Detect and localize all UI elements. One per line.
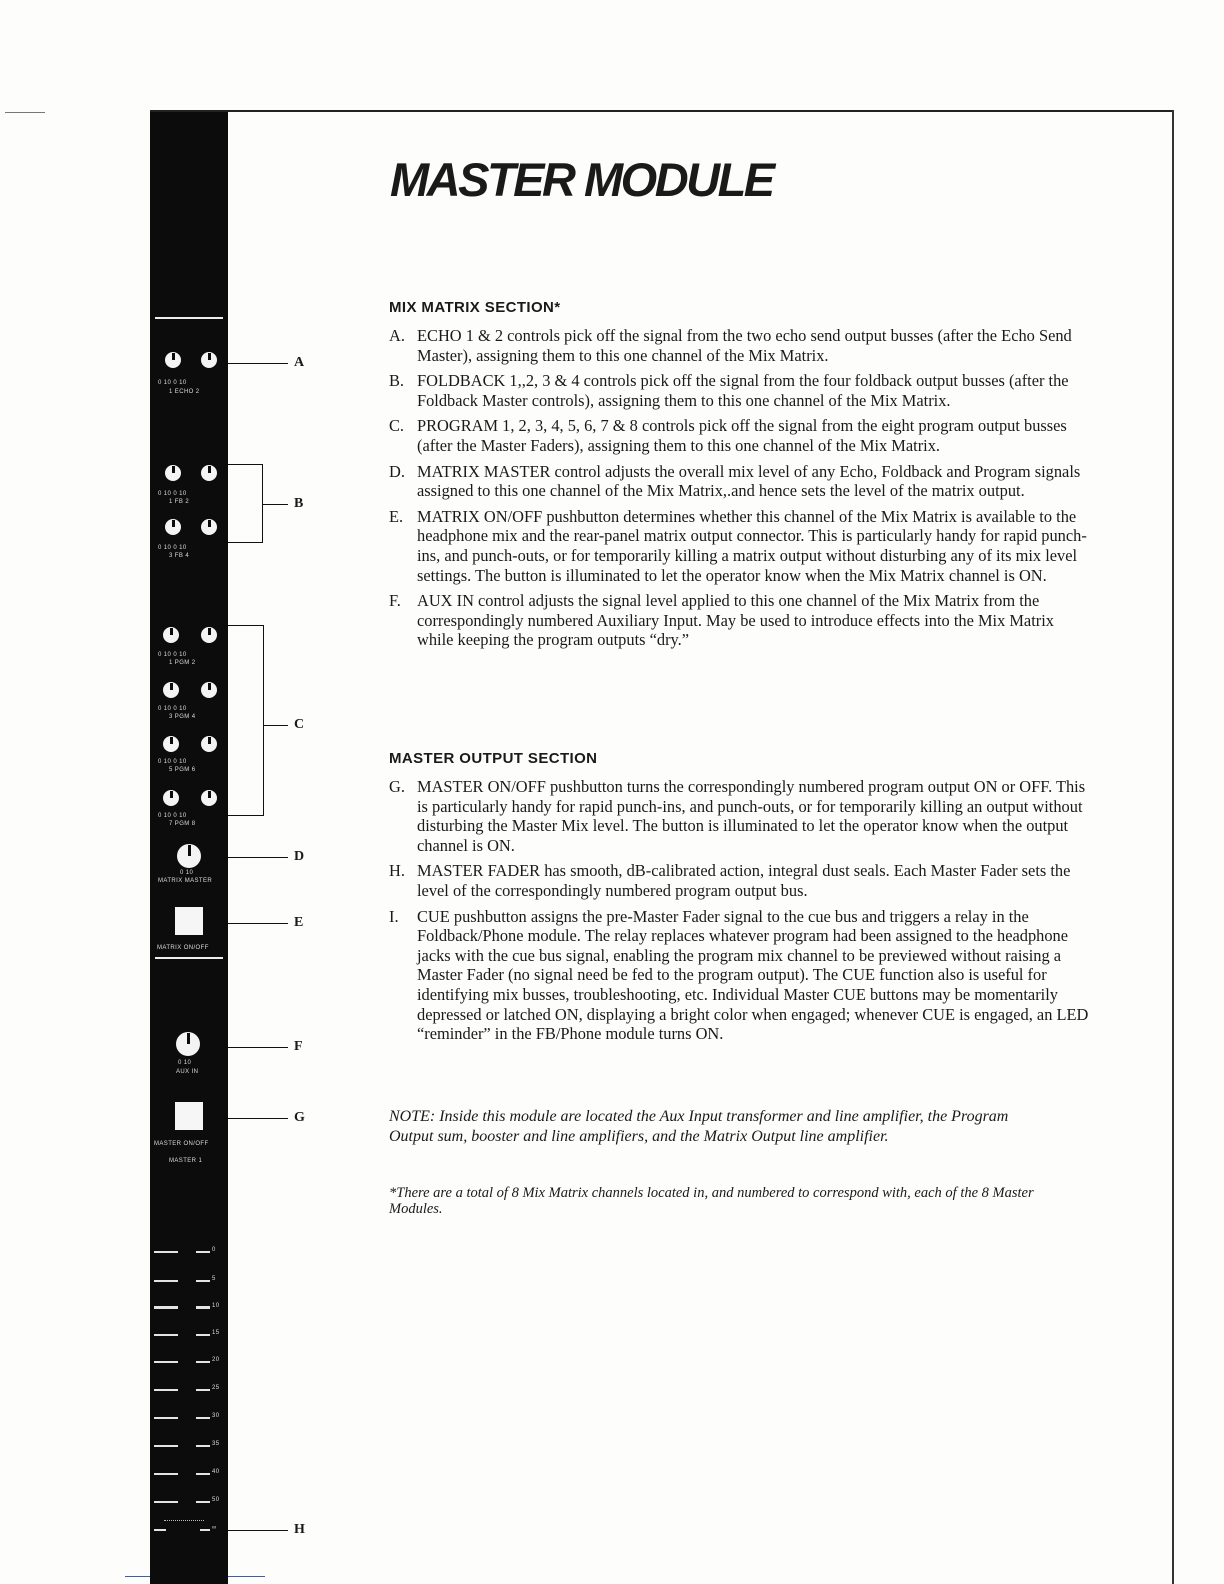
fader-tick xyxy=(154,1251,178,1253)
callout-c-bracket xyxy=(228,625,263,626)
footnote: *There are a total of 8 Mix Matrix channels located in, and numbered to correspond with, each of the 8 Master Modules. xyxy=(389,1185,1034,1217)
pgm-7-knob[interactable] xyxy=(163,790,179,806)
fb-4-knob[interactable] xyxy=(201,519,217,535)
fb-1-knob[interactable] xyxy=(165,465,181,481)
matrix-onoff-label: MATRIX ON/OFF xyxy=(157,945,209,951)
item-text: CUE pushbutton assigns the pre-Master Fader signal to the cue bus and triggers a relay in the Foldback/Phone module. The relay replaces whatever program had been assigned to the headphone jacks with the cue bus signal, enabling the program mix channel to be previewed without raising a Master Fader (no signal need be fed to the program output). The CUE function also is useful for identifying mix busses, troubleshooting, etc. Individual Master CUE buttons may be momentarily depressed or latched ON, displaying a bright color when engaged; whenever CUE is engaged, an LED “reminder” in the FB/Phone module turns ON. xyxy=(417,906,1089,1044)
callout-d-line xyxy=(228,857,288,858)
callout-h: H xyxy=(294,1522,305,1537)
mix-matrix-list xyxy=(389,326,1089,656)
callout-g-line xyxy=(228,1118,288,1119)
fb-2-knob[interactable] xyxy=(201,465,217,481)
master-output-list xyxy=(389,777,1089,1050)
item-text: AUX IN control adjusts the signal level applied to this one channel of the Mix Matrix from the correspondingly numbered Auxiliary Input. May be used to introduce effects into the Mix Matrix while keeping the program outputs “dry.” xyxy=(417,591,1054,650)
callout-e-line xyxy=(228,923,288,924)
callout-a: A xyxy=(294,355,305,370)
top-divider xyxy=(155,317,223,319)
fader-mark: 20 xyxy=(212,1357,220,1363)
item-text: FOLDBACK 1,,2, 3 & 4 controls pick off the signal from the four foldback output busses (after the Foldback Master controls), assigning them to this one channel of the Mix Matrix. xyxy=(417,371,1069,410)
aux-in-label: AUX IN xyxy=(176,1069,199,1075)
echo-1-knob[interactable] xyxy=(165,352,181,368)
fader-tick xyxy=(196,1306,210,1309)
matrix-master-knob[interactable] xyxy=(177,844,201,868)
callout-c-line xyxy=(263,725,288,726)
item-letter: F. xyxy=(389,591,401,611)
echo-label: 1 ECHO 2 xyxy=(169,389,200,395)
list-item xyxy=(389,462,1089,501)
right-rule xyxy=(1172,110,1174,1584)
fader-tick xyxy=(196,1251,210,1253)
pgm-5-6-label: 5 PGM 6 xyxy=(169,767,196,773)
fader-mark: 40 xyxy=(212,1469,220,1475)
fader-tick xyxy=(196,1280,210,1282)
item-letter: E. xyxy=(389,506,404,526)
fb-1-2-label: 1 FB 2 xyxy=(169,499,190,505)
callout-g: G xyxy=(294,1110,305,1125)
fader-mark: 10 xyxy=(212,1303,220,1309)
pgm-5-6-scale: 0 10 0 10 xyxy=(158,759,187,765)
fader-tick xyxy=(196,1389,210,1391)
fader-mark: 5 xyxy=(212,1276,216,1282)
echo-scale: 0 10 0 10 xyxy=(158,380,187,386)
pgm-1-2-scale: 0 10 0 10 xyxy=(158,652,187,658)
matrix-onoff-button[interactable] xyxy=(175,907,203,935)
fader-tick xyxy=(200,1529,210,1531)
list-item xyxy=(389,371,1089,410)
callout-c-bracket xyxy=(228,815,263,816)
item-letter: H. xyxy=(389,861,405,881)
item-letter: A. xyxy=(389,326,405,345)
item-text: PROGRAM 1, 2, 3, 4, 5, 6, 7 & 8 controls pick off the signal from the eight program output busses (after the Master Faders), assigning them to this one channel of the Mix Matrix. xyxy=(417,416,1067,455)
fader-mark: 30 xyxy=(212,1413,220,1419)
edge-mark xyxy=(5,112,45,113)
fader-tick xyxy=(154,1389,178,1391)
fader-mark: 15 xyxy=(212,1330,220,1336)
master-module-strip xyxy=(150,112,228,1584)
callout-d: D xyxy=(294,849,305,864)
pgm-7-8-label: 7 PGM 8 xyxy=(169,821,196,827)
callout-e: E xyxy=(294,915,304,930)
list-item xyxy=(389,777,1089,855)
fb-3-knob[interactable] xyxy=(165,519,181,535)
list-item xyxy=(389,861,1089,900)
fb-3-4-label: 3 FB 4 xyxy=(169,553,190,559)
fader-mark: 25 xyxy=(212,1385,220,1391)
fader-tick xyxy=(154,1280,178,1282)
pgm-3-4-scale: 0 10 0 10 xyxy=(158,706,187,712)
fader-tick xyxy=(154,1361,178,1363)
callout-c: C xyxy=(294,717,305,732)
fader-tick xyxy=(196,1417,210,1419)
fader-tick xyxy=(154,1417,178,1419)
list-item xyxy=(389,326,1089,365)
fader-mark: 0 xyxy=(212,1247,216,1253)
fader-mark: 50 xyxy=(212,1497,220,1503)
pgm-3-knob[interactable] xyxy=(163,682,179,698)
callout-b-bracket xyxy=(228,464,262,465)
page-title: MASTER MODULE xyxy=(390,153,773,206)
fader-tick xyxy=(154,1501,178,1503)
fader-mark: ∞ xyxy=(212,1525,217,1531)
pgm-6-knob[interactable] xyxy=(201,736,217,752)
matrix-master-label: MATRIX MASTER xyxy=(158,878,213,884)
list-item xyxy=(389,907,1089,1044)
fader-tick xyxy=(196,1334,210,1336)
pgm-1-2-label: 1 PGM 2 xyxy=(169,660,196,666)
item-letter: D. xyxy=(389,461,405,481)
fader-tick xyxy=(154,1529,166,1531)
section-heading: MASTER OUTPUT SECTION xyxy=(389,750,598,767)
master-number-label: MASTER 1 xyxy=(169,1158,203,1164)
fader-slot[interactable] xyxy=(164,1520,204,1522)
pgm-7-8-scale: 0 10 0 10 xyxy=(158,813,187,819)
aux-in-scale: 0 10 xyxy=(178,1060,192,1066)
pgm-3-4-label: 3 PGM 4 xyxy=(169,714,196,720)
callout-c-bracket xyxy=(263,625,264,816)
item-text: ECHO 1 & 2 controls pick off the signal from the two echo send output busses (after the Echo Send Master), assigning them to this one channel of the Mix Matrix. xyxy=(417,326,1072,365)
fader-tick xyxy=(196,1501,210,1503)
item-letter: G. xyxy=(389,777,405,796)
list-item xyxy=(389,416,1089,455)
item-text: MATRIX MASTER control adjusts the overall mix level of any Echo, Foldback and Program signals assigned to this one channel of the Mix Matrix,.and hence sets the level of the matrix output. xyxy=(417,461,1081,501)
echo-2-knob[interactable] xyxy=(201,352,217,368)
pgm-1-knob[interactable] xyxy=(163,627,179,643)
item-letter: I. xyxy=(389,906,399,926)
callout-f-line xyxy=(228,1047,288,1048)
list-item xyxy=(389,591,1089,650)
matrix-divider xyxy=(155,957,223,959)
callout-b: B xyxy=(294,496,304,511)
module-note: NOTE: Inside this module are located the Aux Input transformer and line amplifier, the Program Output sum, booster and line amplifiers, and the Matrix Output line amplifier. xyxy=(389,1108,1009,1145)
master-onoff-button[interactable] xyxy=(175,1102,203,1130)
item-text: MASTER FADER has smooth, dB-calibrated action, integral dust seals. Each Master Fader sets the level of the correspondingly numbered program output bus. xyxy=(417,861,1071,900)
item-text: MATRIX ON/OFF pushbutton determines whether this channel of the Mix Matrix is available to the headphone mix and the rear-panel matrix output connector. This is particularly handy for rapid punch-ins, and punch-outs, or for temporarily killing a matrix output without disturbing any of its mix level settings. The button is illuminated to let the operator know when the Mix Matrix channel is ON. xyxy=(417,506,1087,585)
fader-tick xyxy=(196,1473,210,1475)
pgm-8-knob[interactable] xyxy=(201,790,217,806)
fader-tick xyxy=(196,1361,210,1363)
callout-f: F xyxy=(294,1039,303,1054)
item-letter: C. xyxy=(389,416,405,436)
list-item xyxy=(389,507,1089,585)
callout-h-line xyxy=(228,1530,288,1531)
fader-tick xyxy=(154,1306,178,1309)
fb-3-4-scale: 0 10 0 10 xyxy=(158,545,187,551)
callout-a-line xyxy=(228,363,288,364)
fader-tick xyxy=(154,1473,178,1475)
pgm-2-knob[interactable] xyxy=(201,627,217,643)
master-onoff-label: MASTER ON/OFF xyxy=(154,1141,209,1147)
fader-tick xyxy=(154,1334,178,1336)
callout-b-bracket xyxy=(228,542,262,543)
aux-in-knob[interactable] xyxy=(176,1032,200,1056)
pgm-4-knob[interactable] xyxy=(201,682,217,698)
section-heading: MIX MATRIX SECTION* xyxy=(389,299,561,316)
top-rule xyxy=(150,110,1172,112)
fader-tick xyxy=(196,1445,210,1447)
item-letter: B. xyxy=(389,371,405,391)
fader-tick xyxy=(154,1445,178,1447)
pgm-5-knob[interactable] xyxy=(163,736,179,752)
fb-1-2-scale: 0 10 0 10 xyxy=(158,491,187,497)
fader-mark: 35 xyxy=(212,1441,220,1447)
matrix-master-scale: 0 10 xyxy=(180,870,194,876)
item-text: MASTER ON/OFF pushbutton turns the correspondingly numbered program output ON or OFF. This is particularly handy for rapid punch-ins, and punch-outs, or for temporarily killing an output without disturbing the Master Mix level. The button is illuminated to let the operator know when the output channel is ON. xyxy=(417,777,1086,855)
callout-b-line xyxy=(262,504,288,505)
